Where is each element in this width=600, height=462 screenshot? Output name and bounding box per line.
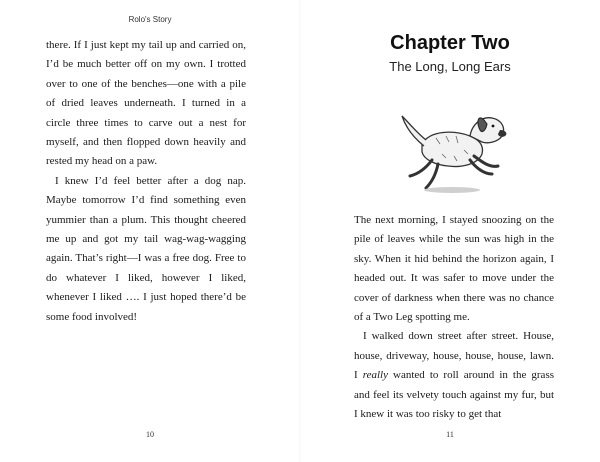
right-page (300, 0, 600, 462)
left-page-body (46, 36, 246, 327)
right-paragraph-1: The next morning, I stayed snoozing on the pile of leaves while the sun was high in the sky. When it hid behind the horizon again, I headed out. It was safer to move under the cover of darkness when there was no chance of a Two Leg spotting me. (354, 214, 554, 324)
page-number-right: 11 (446, 430, 454, 439)
right-paragraph-2-end: wanted to roll around in the grass and feel its velvety touch against my fur, but I knew it was too risky to get that (354, 369, 554, 421)
left-paragraph-1: there. If I just kept my tail up and carried on, I’d be much better off on my own. I trotted over to one of the benches—one with a pile of dried leaves underneath. I turned in a circle three times to carve out a nest for myself, and then flopped down heavily and rested my head on a paw. (46, 39, 246, 168)
dog-head (470, 118, 504, 143)
dog-eye (492, 125, 495, 128)
right-paragraph-2-start: I walked down street after street. House, house, driveway, house, house, house, lawn. I (354, 330, 554, 382)
dog-front-leg-1 (474, 156, 498, 166)
right-page-body (354, 211, 554, 424)
running-head: Rolo's Story (128, 15, 172, 24)
chapter-title: Chapter Two (390, 32, 510, 54)
right-paragraph-2 (354, 327, 554, 424)
dog-tail (402, 116, 426, 146)
dog-hind-leg-1 (410, 160, 432, 176)
emphasized-word: really (362, 369, 388, 382)
dog-illustration (392, 94, 512, 194)
dog-hind-leg-2 (426, 164, 438, 188)
page-number-left: 10 (146, 430, 154, 439)
left-paragraph-2: I knew I’d feel better after a dog nap. Maybe tomorrow I’d find something even yummier than a plum. This thought cheered me up and got my tail wag-wag-wagging again. That’s right—I was a free dog. Free to do whatever I liked, however I liked, whenever I liked …. I just hoped there’d be some food involved! (46, 174, 246, 323)
chapter-subtitle: The Long, Long Ears (389, 59, 511, 74)
dog-shadow (424, 187, 480, 193)
